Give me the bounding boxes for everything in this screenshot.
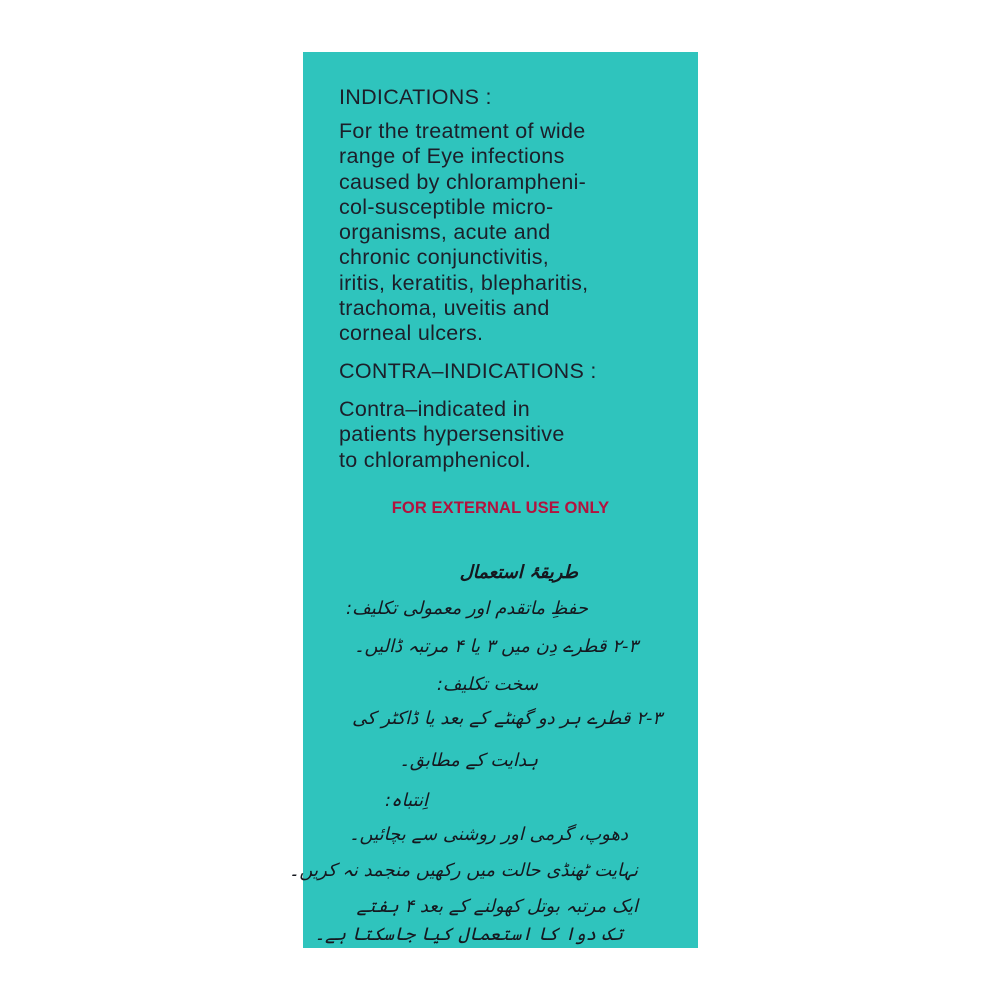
- urdu-severe-heading: سخت تکلیف:: [436, 674, 538, 695]
- contra-indications-text: [339, 397, 639, 473]
- package-insert-panel: [288, 52, 698, 948]
- indications-line: organisms, acute and: [339, 220, 551, 245]
- urdu-caution-line2: نہایت ٹھنڈی حالت میں رکھیں منجمد نہ کریں۔: [288, 860, 638, 881]
- urdu-severe-dose-line2: ہدایت کے مطابق۔: [399, 750, 538, 771]
- urdu-usage-heading: طریقۂ استعمال: [459, 562, 578, 583]
- urdu-caution-line1: دھوپ، گرمی اور روشنی سے بچائیں۔: [348, 824, 628, 845]
- contra-indications-line: Contra–indicated in: [339, 397, 530, 421]
- contra-indications-line: to chloramphenicol.: [339, 447, 532, 472]
- indications-line: corneal ulcers.: [339, 321, 484, 346]
- urdu-mild-heading: حفظِ ماتقدم اور معمولی تکلیف:: [346, 598, 588, 619]
- indications-line: trachoma, uveitis and: [339, 296, 550, 321]
- indications-heading: INDICATIONS :: [339, 85, 492, 109]
- indications-line: caused by chlorampheni-: [339, 169, 587, 194]
- indications-text: [339, 119, 639, 347]
- contra-indications-line: patients hypersensitive: [339, 422, 565, 447]
- urdu-caution-line4: تک دوا کا استعمال کیا جاسکتا ہے۔: [314, 924, 623, 945]
- indications-line: col-susceptible micro-: [339, 194, 554, 219]
- indications-line: For the treatment of wide: [339, 119, 586, 143]
- urdu-severe-dose-line1: ۲-۳ قطرے ہر دو گھنٹے کے بعد یا ڈاکٹر کی: [352, 708, 662, 729]
- contra-indications-heading: CONTRA–INDICATIONS :: [339, 359, 597, 383]
- external-use-warning: FOR EXTERNAL USE ONLY: [391, 499, 610, 517]
- indications-line: range of Eye infections: [339, 144, 565, 169]
- urdu-caution-heading: اِنتباہ:: [385, 790, 428, 811]
- indications-line: chronic conjunctivitis,: [339, 245, 550, 270]
- urdu-caution-line3: ایک مرتبہ بوتل کھولنے کے بعد ۴ ہفتے: [356, 896, 638, 917]
- urdu-mild-dose: ۲-۳ قطرے دِن میں ۳ یا ۴ مرتبہ ڈالیں۔: [353, 636, 638, 657]
- indications-line: iritis, keratitis, blepharitis,: [339, 270, 589, 295]
